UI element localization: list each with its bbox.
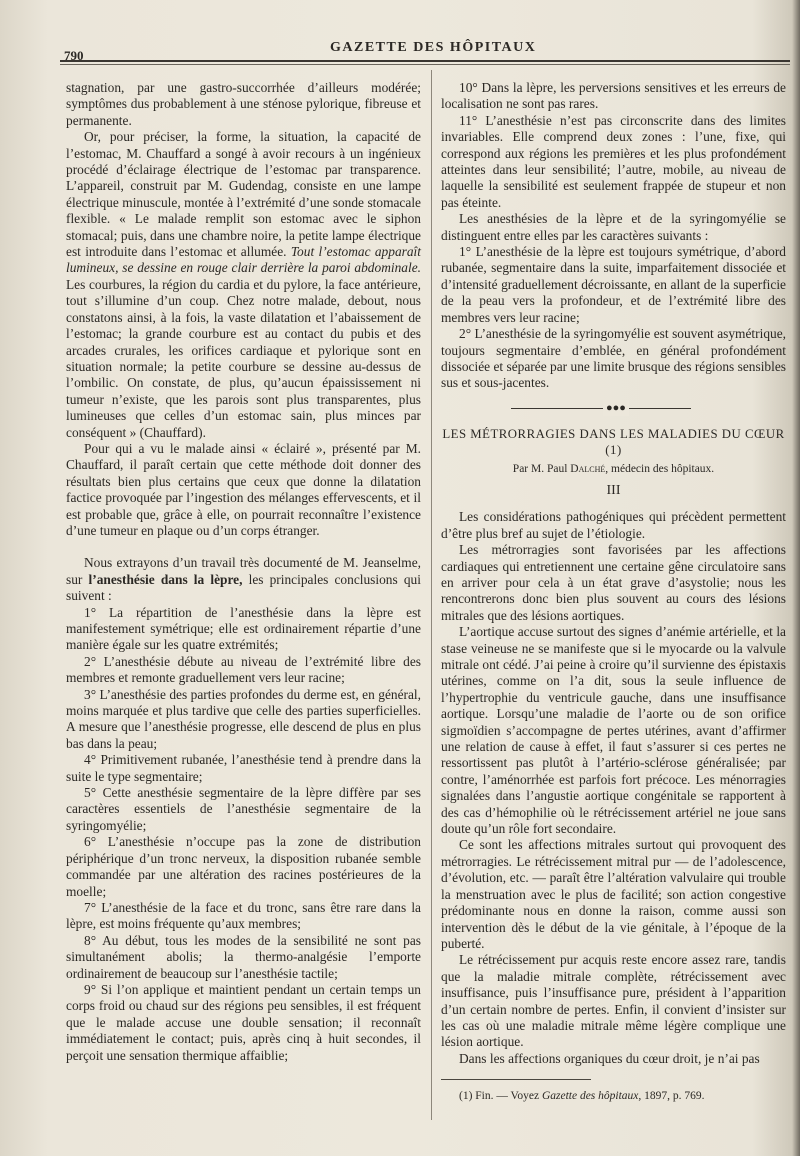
divider-line: [511, 408, 691, 409]
paragraph: stagnation, par une gastro-succorrhée d’ailleurs modérée; symptômes dus probablement à une sténose pylorique, fibreuse et permanente.: [66, 80, 421, 128]
list-item: 11° L’anesthésie n’est pas circonscrite dans des limites invariables. Elle comprend deux zones : l’une, fixe, qui correspond aux régions les premières et les plus profondément atteintes dans leur sensibilité; l’autre, mobile, au niveau de laquelle la sensibilité est seulement frappée de stupeur et non pas éteinte.: [441, 112, 786, 210]
list-item: 9° Si l’on applique et maintient pendant un certain temps un corps froid ou chaud sur des régions peu sensibles, il est fréquent que le malade accuse une double sensation; il reconnaît immédiatement le contact; puis, après cinq à huit secondes, il perçoit une sensation thermique affaiblie;: [66, 981, 421, 1063]
paragraph: Dans les affections organiques du cœur droit, je n’ai pas: [459, 1050, 760, 1066]
list-item: 10° Dans la lèpre, les perversions sensitives et les erreurs de localisation ne sont pas rares.: [441, 80, 786, 112]
footnote: [441, 1088, 786, 1104]
paragraph: Le rétrécissement pur acquis reste encore assez rare, tandis que la maladie mitrale complète, rétrécissement avec insuffisance, puis l’insuffisance pure, président à l’apparition d’un certain nombre de pertes. Enfin, il convient d’insister sur les cas où une maladie mitrale même légère complique une lésion aortique.: [441, 952, 786, 1050]
list-item: 8° Au début, tous les modes de la sensibilité ne sont pas simultanément abolis; la thermo-analgésie l’emporte ordinairement de beaucoup sur l’anesthésie tactile;: [66, 932, 421, 981]
list-item: 4° Primitivement rubanée, l’anesthésie tend à prendre dans la suite le type segmentaire;: [66, 752, 421, 784]
left-column: [66, 80, 421, 1064]
text-run: les principales conclusions qui suivent :: [66, 571, 421, 604]
article-author: [441, 461, 786, 477]
section-divider: [441, 401, 786, 414]
paragraph: Ce sont les affections mitrales surtout qui provoquent des métrorragies. Le rétrécissement mitral pur — de l’adolescence, d’évolution, etc. — paraît être l’altération valvulaire qui trouble la menstruation avec le plus de facilité; son action congestive prédominante nous en donne la raison, comme aussi son intervention dès le début de la vie génitale, à l’époque de la puberté.: [441, 837, 786, 951]
journal-title: GAZETTE DES HÔPITAUX: [330, 40, 537, 55]
page-number: 790: [64, 48, 84, 63]
list-item: 7° L’anesthésie de la face et du tronc, sans être rare dans la lèpre, est moins fréquente qu’aux membres;: [66, 899, 421, 932]
list-item: 6° L’anesthésie n’occupe pas la zone de distribution périphérique d’un tronc nerveux, la disposition rubanée semble commandée par une altération des racines postérieures de la moelle;: [66, 834, 421, 899]
italic-text: Gazette des hôpitaux,: [541, 1090, 642, 1103]
author-suffix: médecin des hôpitaux.: [611, 462, 715, 475]
list-item: 3° L’anesthésie des parties profondes du derme est, en général, moins marquée et plus tardive que celle des parties superficielles. A mesure que l’anesthésie progresse, elle descend de plus en plus bas dans la peau;: [66, 686, 421, 751]
paragraph: [66, 555, 421, 604]
paragraph: Les anesthésies de la lèpre et de la syringomyélie se distinguent entre elles par les caractères suivants :: [441, 211, 786, 243]
author-name: Dalché,: [570, 462, 609, 475]
page-header: [60, 38, 790, 62]
list-item: 2° L’anesthésie de la syringomyélie est souvent asymétrique, toujours segmentaire d’emblée, en général profondément dissociée et séparée par une limite brusque des régions sensibles sus et sous-jacentes.: [441, 326, 786, 391]
paragraph: L’aortique accuse surtout des signes d’anémie artérielle, et la stase veineuse ne se manifeste que si le myocarde ou la valvule mitrale ont cédé. J’ai peine à croire qu’il survienne des épistaxis utérines, comme on l’a dit, sous la seule influence de l’hypertrophie du ventricule gauche, dans une insuffisance aortique. Lorsqu’une maladie de l’aorte ou de son orifice sigmoïdien s’accompagne de pertes utérines, avant d’affirmer une relation de cause à effet, il faut s’assurer si ces pertes ne ressortissent pas plutôt à l’artério-sclérose généralisée; par contre, l’aménorrhée est parfois fort précoce. Les ménorragies signalées dans l’angustie aortique congénitale se rapportent à des cas d’hémophilie où le rétrécissement artériel ne joue sans doute qu’un rôle fort secondaire.: [441, 624, 786, 837]
author-prefix: Par M. Paul: [512, 462, 568, 475]
paragraph: Les considérations pathogéniques qui précèdent permettent d’être plus bref au sujet de l’étiologie.: [441, 509, 786, 541]
list-item: 1° L’anesthésie de la lèpre est toujours symétrique, d’abord rubanée, segmentaire dans la suite, imparfaitement dissociée et d’intensité graduellement décroissante, en allant de la superficie de la peau vers la profondeur, et de l’extrémité libre des membres vers leur racine;: [441, 244, 786, 325]
right-column: [441, 80, 786, 1105]
list-item: 1° La répartition de l’anesthésie dans la lèpre est manifestement symétrique; elle est ordinairement répartie d’une manière égale sur les quatre extrémités;: [66, 604, 421, 653]
page-edge-shadow: [792, 0, 800, 1156]
bold-text: l’anesthésie dans la lèpre,: [88, 571, 243, 587]
footnote-rule: [441, 1079, 591, 1080]
text-run: (1) Fin. — Voyez: [459, 1090, 540, 1103]
italic-text: Tout l’estomac apparaît lumineux, se dessine en rouge clair derrière la paroi abdominale.: [66, 244, 421, 276]
article-title: LES MÉTRORRAGIES DANS LES MALADIES DU CŒUR (1): [442, 426, 785, 458]
ornament-icon: ●●●: [603, 400, 629, 416]
text-run: Or, pour préciser, la forme, la situation, la capacité de l’estomac, M. Chauffard a songé à avoir recours à un ingénieux procédé d’éclairage électrique de l’estomac par transparence. L’appareil, construit par M. Gudendag, consiste en une lampe électrique minuscule, montée à l’extrémité d’une sonde stomacale flexible. « Le malade remplit son estomac avec le siphon stomacal; puis, dans une chambre noire, la petite lampe électrique est introduite dans l’estomac et allumée.: [66, 129, 421, 260]
list-item: 5° Cette anesthésie segmentaire de la lèpre diffère par ses caractères essentiels de l’anesthésie segmentaire de la syringomyélie;: [66, 785, 421, 833]
column-divider: [431, 70, 432, 1120]
paragraph: [66, 129, 421, 441]
text-run: Les courbures, la région du cardia et du pylore, la face antérieure, tout s’illumine d’un coup. Chez notre malade, debout, nous constatons ainsi, à la fois, la vaste dilatation et l’abaissement de l’estomac; la grande courbure est au contact du pubis et des arcades crurales, les orifices cardiaque et pylorique sont en situation normale; la petite courbure se dessine au-dessus de l’ombilic. On constate, de plus, qu’aucun épaississement ni tumeur n’existe, que les parois sont plus transparentes, plus lumineuses que celles d’un estomac sain, plus minces par conséquent » (Chauffard).: [66, 276, 421, 440]
paragraph: Les métrorragies sont favorisées par les affections cardiaques qui entretiennent une certaine gêne circulatoire sans en arriver pour cela à un état grave d’asystolie; nous les rencontrerons donc bien plus souvent au cours des lésions mitrales que des lésions aortiques.: [441, 542, 786, 623]
header-rule-thin: [60, 64, 790, 65]
list-item: 2° L’anesthésie débute au niveau de l’extrémité libre des membres et remonte graduellement vers leur racine;: [66, 653, 421, 686]
header-rule: [60, 60, 790, 62]
section-number: III: [606, 482, 621, 498]
text-run: Nous extrayons d’un travail très documenté de M. Jeanselme, sur: [66, 555, 421, 587]
text-run: 1897, p. 769.: [644, 1090, 705, 1103]
paragraph: Pour qui a vu le malade ainsi « éclairé », présenté par M. Chauffard, il paraît certain que cette méthode doit donner des résultats bien plus certains que ceux que donne la dilatation factice provoquée par l’ingestion des mélanges effervescents, et il est probable que, grâce à elle, on pourrait reconnaître l’existence d’une tumeur en plaque ou d’un corps étranger.: [66, 440, 421, 538]
